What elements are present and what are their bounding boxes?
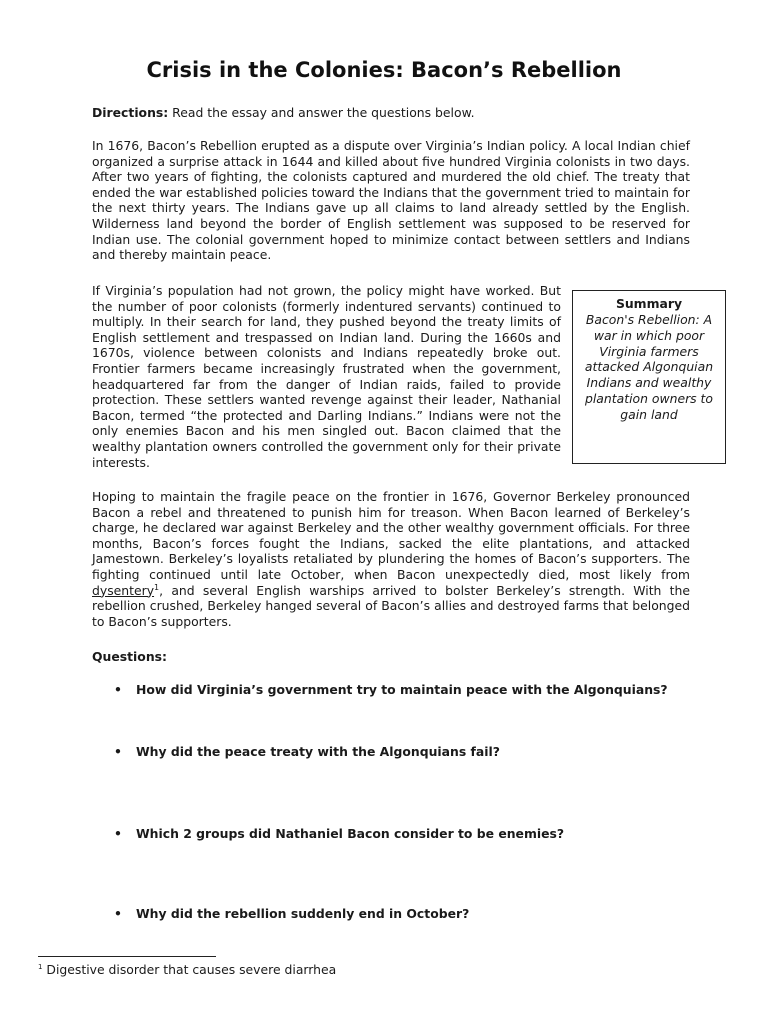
essay-paragraph-3 — [92, 489, 690, 629]
footnote — [38, 962, 336, 978]
footnote-mark: 1 — [38, 962, 43, 971]
bullet-icon: • — [114, 744, 122, 759]
page-title: Crisis in the Colonies: Bacon’s Rebellion — [146, 58, 622, 82]
question-item — [114, 906, 469, 922]
bullet-icon: • — [114, 826, 122, 841]
summary-text: Bacon's Rebellion: A war in which poor Virginia farmers attacked Algonquian Indians and wealthy plantation owners to gain land — [584, 312, 714, 422]
footnote-reference: 1 — [154, 582, 160, 592]
dysentery-term: dysentery — [92, 582, 155, 598]
essay-paragraph-1: In 1676, Bacon’s Rebellion erupted as a dispute over Virginia’s Indian policy. A local Indian chief organized a surprise attack in 1644 and killed about five hundred Virginia colonists in two days. After two years of fighting, the colonists captured and murdered the old chief. The treaty that ended the war established policies toward the Indians that the government tried to maintain for the next thirty years. The Indians gave up all claims to land already settled by the English. Wilderness land beyond the border of English settlement was supposed to be reserved for Indian use. The colonial government hoped to minimize contact between settlers and Indians and thereby maintain peace. — [92, 138, 690, 263]
question-text: Why did the rebellion suddenly end in October? — [136, 906, 470, 921]
question-item — [114, 682, 668, 698]
footnote-divider — [38, 956, 216, 957]
essay-paragraph-3-end: , and several English warships arrived to bolster Berkeley’s strength. With the rebellion crushed, Berkeley hanged several of Bacon’s allies and destroyed farms that belonged to Bacon’s supporters. — [92, 582, 690, 629]
essay-paragraph-3-start: Hoping to maintain the fragile peace on the frontier in 1676, Governor Berkeley pronounced Bacon a rebel and threatened to punish him for treason. When Bacon learned of Berkeley’s charge, he declared war against Berkeley and the other wealthy government officials. For three months, Bacon’s forces fought the Indians, sacked the elite plantations, and attacked Jamestown. Berkeley’s loyalists retaliated by plundering the homes of Bacon’s supporters. The fighting continued until late October, when Bacon unexpectedly died, most likely from — [92, 489, 690, 582]
question-text: How did Virginia’s government try to maintain peace with the Algonquians? — [136, 682, 668, 697]
question-item — [114, 744, 500, 760]
directions-label: Directions: — [92, 105, 169, 120]
directions-paragraph — [92, 105, 690, 121]
question-item — [114, 826, 564, 842]
question-text: Why did the peace treaty with the Algonquians fail? — [136, 744, 500, 759]
bullet-icon: • — [114, 682, 122, 697]
directions-text: Read the essay and answer the questions below. — [168, 105, 475, 120]
question-text: Which 2 groups did Nathaniel Bacon consider to be enemies? — [136, 826, 565, 841]
summary-heading: Summary — [615, 296, 683, 311]
summary-box — [572, 290, 726, 464]
essay-paragraph-2: If Virginia’s population had not grown, the policy might have worked. But the number of poor colonists (formerly indentured servants) continued to multiply. In their search for land, they pushed beyond the treaty limits of English settlement and trespassed on Indian land. During the 1660s and 1670s, violence between colonists and Indians repeatedly broke out. Frontier farmers became increasingly frustrated when the government, headquartered far from the danger of Indian raids, failed to provide protection. These settlers wanted revenge against their leader, Nathanial Bacon, termed “the protected and Darling Indians.” Indians were not the only enemies Bacon and his men singled out. Bacon claimed that the wealthy plantation owners controlled the government only for their private interests. — [92, 283, 561, 470]
bullet-icon: • — [114, 906, 122, 921]
questions-heading: Questions: — [92, 649, 167, 664]
footnote-text: Digestive disorder that causes severe diarrhea — [42, 962, 337, 977]
